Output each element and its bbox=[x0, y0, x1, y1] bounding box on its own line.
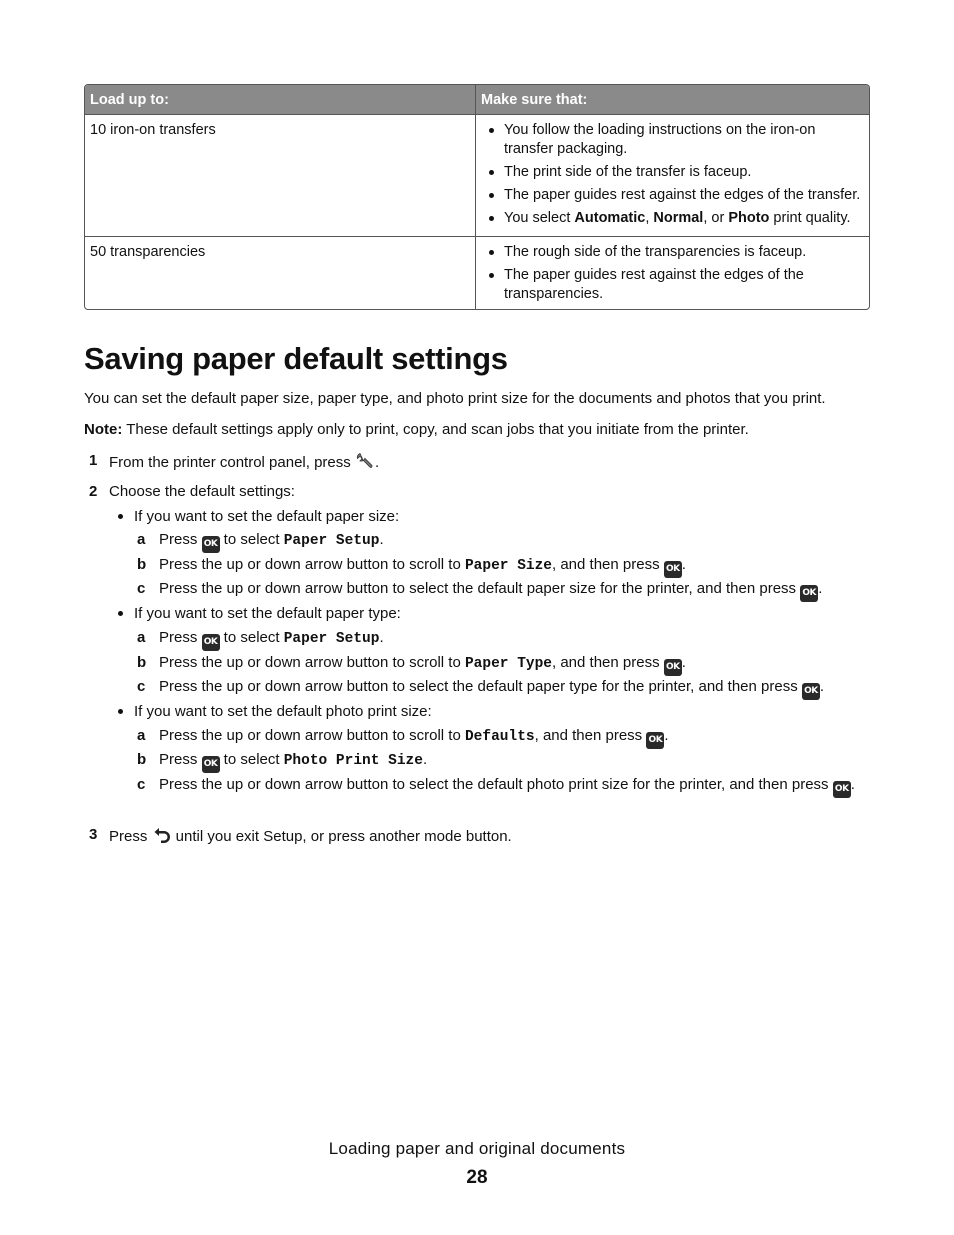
step-text: From the printer control panel, press bbox=[109, 454, 355, 471]
substep-text: to select bbox=[219, 629, 284, 646]
note-paragraph bbox=[84, 420, 749, 440]
step-text: Press bbox=[109, 828, 152, 845]
substep-letter: a bbox=[137, 531, 146, 548]
substep-text: Press the up or down arrow button to scroll to bbox=[159, 727, 465, 744]
bullet-paper-type: If you want to set the default paper type: bbox=[134, 605, 401, 622]
wrench-icon bbox=[355, 451, 375, 471]
substep-photo-a bbox=[159, 726, 669, 749]
substep-text: . bbox=[818, 580, 823, 597]
substep-letter: a bbox=[137, 629, 146, 646]
check-item: The rough side of the transparencies is faceup. bbox=[481, 243, 864, 262]
substep-text: to select bbox=[219, 531, 284, 548]
load-cell: 50 transparencies bbox=[85, 237, 476, 309]
substep-text: . bbox=[819, 678, 825, 695]
substep-letter: b bbox=[137, 751, 147, 768]
substep-type-b bbox=[159, 653, 686, 676]
bullet-photo-size: If you want to set the default photo print size: bbox=[134, 703, 432, 720]
ok-button-icon: OK bbox=[833, 781, 851, 798]
substep-text: Press the up or down arrow button to scroll to bbox=[159, 654, 465, 671]
menu-name: Paper Setup bbox=[283, 533, 380, 549]
step-number: 3 bbox=[89, 826, 98, 843]
check-text: print quality. bbox=[769, 210, 851, 226]
menu-name: Paper Setup bbox=[283, 631, 380, 647]
option-normal: Normal bbox=[653, 210, 704, 226]
check-list bbox=[481, 121, 864, 228]
substep-photo-b bbox=[159, 750, 427, 773]
substep-size-c bbox=[159, 579, 822, 602]
step-text-end: . bbox=[374, 454, 380, 471]
note-label: Note: bbox=[84, 421, 123, 438]
table-row bbox=[85, 236, 869, 309]
step-text: until you exit Setup, or press another mode button. bbox=[171, 828, 512, 845]
bullet-paper-size: If you want to set the default paper size: bbox=[134, 508, 400, 525]
substep-letter: c bbox=[137, 776, 146, 793]
substep-text: . bbox=[681, 556, 686, 573]
ok-button-icon: OK bbox=[202, 756, 220, 773]
substep-text: . bbox=[664, 727, 669, 744]
substep-letter: a bbox=[137, 727, 146, 744]
substep-text: to select bbox=[219, 751, 284, 768]
section-heading: Saving paper default settings bbox=[84, 341, 508, 376]
substep-text: . bbox=[681, 654, 686, 671]
bullet-dot bbox=[118, 709, 123, 714]
substep-type-c bbox=[159, 677, 824, 700]
intro-paragraph: You can set the default paper size, paper type, and photo print size for the documents and photos that you print. bbox=[84, 390, 826, 407]
substep-letter: c bbox=[137, 580, 146, 597]
menu-name: Paper Type bbox=[464, 656, 552, 672]
step-1 bbox=[109, 451, 379, 473]
substep-type-a bbox=[159, 628, 384, 651]
check-text: , or bbox=[703, 210, 729, 226]
table-row bbox=[85, 114, 869, 236]
substep-text: Press bbox=[159, 531, 202, 548]
back-arrow-icon bbox=[152, 825, 172, 845]
substep-size-a bbox=[159, 530, 384, 553]
step-3 bbox=[109, 825, 512, 847]
substep-text: . bbox=[850, 776, 855, 793]
substep-text: Press the up or down arrow button to select the default photo print size for the printer, and then press bbox=[159, 776, 833, 793]
substep-letter: c bbox=[137, 678, 146, 695]
column-header-load: Load up to: bbox=[85, 85, 476, 114]
substep-text: Press the up or down arrow button to select the default paper type for the printer, and then press bbox=[159, 678, 802, 695]
option-photo: Photo bbox=[728, 210, 770, 226]
step-number: 2 bbox=[89, 483, 98, 500]
ok-button-icon: OK bbox=[664, 659, 682, 676]
substep-text: . bbox=[379, 629, 384, 646]
step-number: 1 bbox=[89, 452, 98, 469]
ok-button-icon: OK bbox=[802, 683, 820, 700]
substep-letter: b bbox=[137, 654, 147, 671]
substep-text: Press the up or down arrow button to select the default paper size for the printer, and then press bbox=[159, 580, 801, 597]
substep-text: , and then press bbox=[552, 654, 664, 671]
step-2: Choose the default settings: bbox=[109, 483, 295, 500]
table-header-row bbox=[85, 85, 869, 114]
ok-button-icon: OK bbox=[202, 634, 220, 651]
check-item bbox=[481, 209, 864, 228]
check-text: You select bbox=[504, 210, 575, 226]
check-item: The print side of the transfer is faceup. bbox=[481, 163, 864, 182]
ok-button-icon: OK bbox=[202, 536, 220, 553]
substep-text: . bbox=[422, 751, 428, 768]
page-number: 28 bbox=[466, 1167, 488, 1188]
substep-text: , and then press bbox=[534, 727, 647, 744]
substep-text: . bbox=[379, 531, 384, 548]
substep-text: Press bbox=[159, 751, 202, 768]
check-cell bbox=[476, 115, 869, 236]
bullet-dot bbox=[118, 514, 123, 519]
substep-text: Press the up or down arrow button to scroll to bbox=[159, 556, 465, 573]
menu-name: Photo Print Size bbox=[283, 753, 423, 769]
ok-button-icon: OK bbox=[800, 585, 818, 602]
ok-button-icon: OK bbox=[664, 561, 682, 578]
load-cell: 10 iron-on transfers bbox=[85, 115, 476, 236]
substep-text: , and then press bbox=[552, 556, 664, 573]
substep-photo-c bbox=[159, 775, 869, 798]
column-header-check: Make sure that: bbox=[481, 92, 588, 108]
paper-load-table bbox=[84, 84, 870, 310]
check-item: The paper guides rest against the edges of the transfer. bbox=[481, 186, 864, 205]
option-automatic: Automatic bbox=[574, 210, 646, 226]
check-list bbox=[481, 243, 864, 304]
substep-size-b bbox=[159, 555, 686, 578]
check-text: , bbox=[645, 210, 654, 226]
footer-title: Loading paper and original documents bbox=[328, 1139, 626, 1158]
menu-name: Defaults bbox=[464, 729, 535, 745]
check-item: You follow the loading instructions on the iron-on transfer packaging. bbox=[481, 121, 864, 159]
substep-text: Press bbox=[159, 629, 202, 646]
ok-button-icon: OK bbox=[646, 732, 664, 749]
menu-name: Paper Size bbox=[464, 558, 552, 574]
check-cell bbox=[476, 237, 869, 309]
substep-letter: b bbox=[137, 556, 147, 573]
check-item: The paper guides rest against the edges of the transparencies. bbox=[481, 266, 864, 304]
note-text: These default settings apply only to print, copy, and scan jobs that you initiate from the printer. bbox=[122, 421, 749, 438]
bullet-dot bbox=[118, 611, 123, 616]
